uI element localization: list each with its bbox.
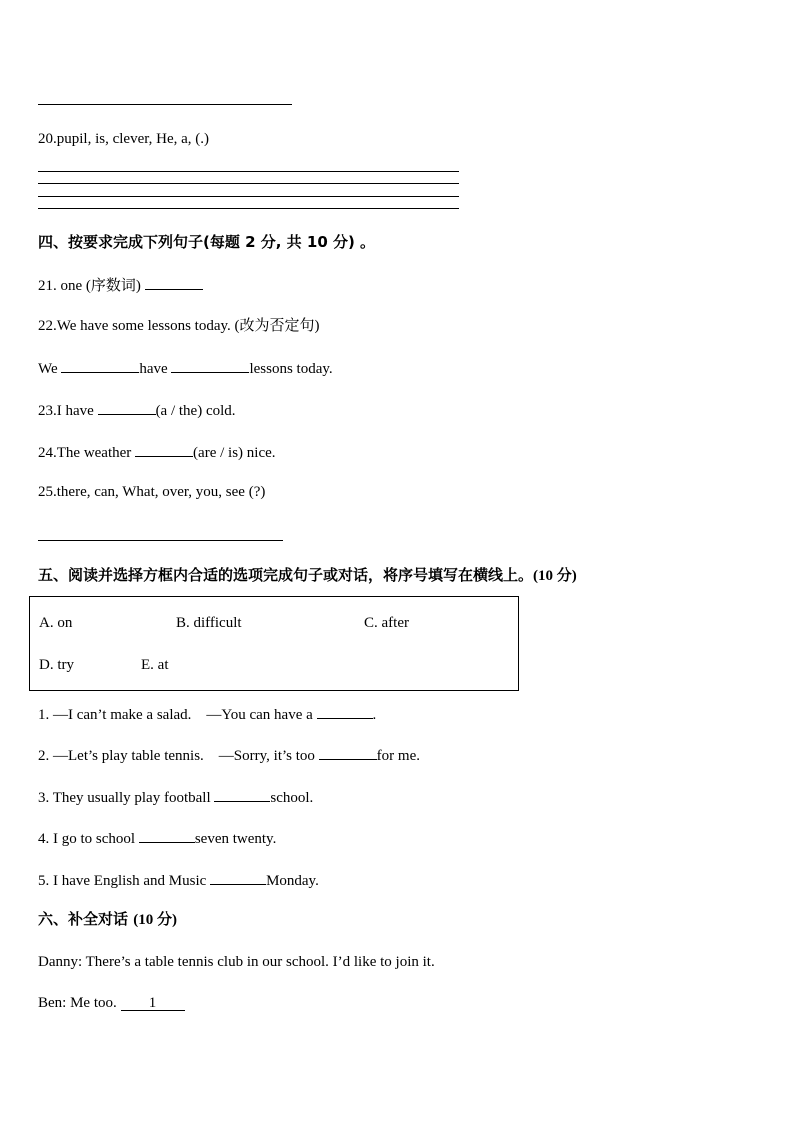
answer-line-q25 [38, 540, 283, 541]
blank-q22-1[interactable] [61, 358, 139, 373]
section-5-item-5: 5. I have English and Music Monday. [38, 870, 319, 890]
question-25-text: 25.there, can, What, over, you, see (?) [38, 484, 266, 500]
blank-dialogue-1[interactable] [121, 994, 185, 1011]
blank-s5-4[interactable] [139, 828, 195, 843]
option-c: C. after [364, 615, 409, 631]
blank-s5-2[interactable] [319, 745, 377, 760]
answer-line-q19 [38, 104, 292, 105]
answer-line-q20-1 [38, 171, 459, 172]
section-4-heading: 四、按要求完成下列句子(每题 2 分, 共 10 分) 。 [38, 233, 376, 251]
question-21 [38, 275, 203, 295]
section-5-item-1: 1. —I can’t make a salad. —You can have a . [38, 704, 376, 724]
section-6-heading: 六、补全对话 (10 分) [38, 910, 177, 928]
blank-q21[interactable] [145, 275, 203, 290]
blank-s5-5[interactable] [210, 870, 266, 885]
answer-line-q20-3 [38, 196, 459, 197]
blank-dialogue-number: 1 [148, 995, 157, 1011]
question-20-text: 20.pupil, is, clever, He, a, (.) [38, 131, 210, 147]
blank-s5-3[interactable] [214, 787, 270, 802]
section-5-item-3: 3. They usually play football school. [38, 787, 313, 807]
section-5-item-2: 2. —Let’s play table tennis. —Sorry, it’s too for me. [38, 745, 420, 765]
option-b: B. difficult [176, 615, 242, 631]
question-22-text: 22.We have some lessons today. (改为否定句) [38, 318, 320, 334]
answer-line-q20-4 [38, 208, 459, 209]
options-box [29, 596, 519, 691]
answer-line-q20-2 [38, 183, 459, 184]
option-e: E. at [141, 657, 169, 673]
question-23: 23.I have (a / the) cold. [38, 400, 236, 420]
question-24: 24.The weather (are / is) nice. [38, 442, 276, 462]
question-21-text: 21. one (序数词) [38, 278, 141, 294]
question-20 [38, 130, 209, 148]
blank-s5-1[interactable] [317, 704, 373, 719]
option-d: D. try [39, 657, 74, 673]
blank-q22-2[interactable] [171, 358, 249, 373]
option-a: A. on [39, 615, 73, 631]
question-25 [38, 483, 265, 501]
question-22-answer: We have lessons today. [38, 358, 333, 378]
blank-q23[interactable] [98, 400, 156, 415]
dialogue-line-ben: Ben: Me too. 1 [38, 994, 185, 1012]
dialogue-line-danny: Danny: There’s a table tennis club in our school. I’d like to join it. [38, 954, 435, 970]
section-5-item-4: 4. I go to school seven twenty. [38, 828, 276, 848]
blank-q24[interactable] [135, 442, 193, 457]
section-5-heading: 五、阅读并选择方框内合适的选项完成句子或对话，将序号填写在横线上。(10 分) [38, 566, 577, 584]
question-22 [38, 317, 320, 335]
